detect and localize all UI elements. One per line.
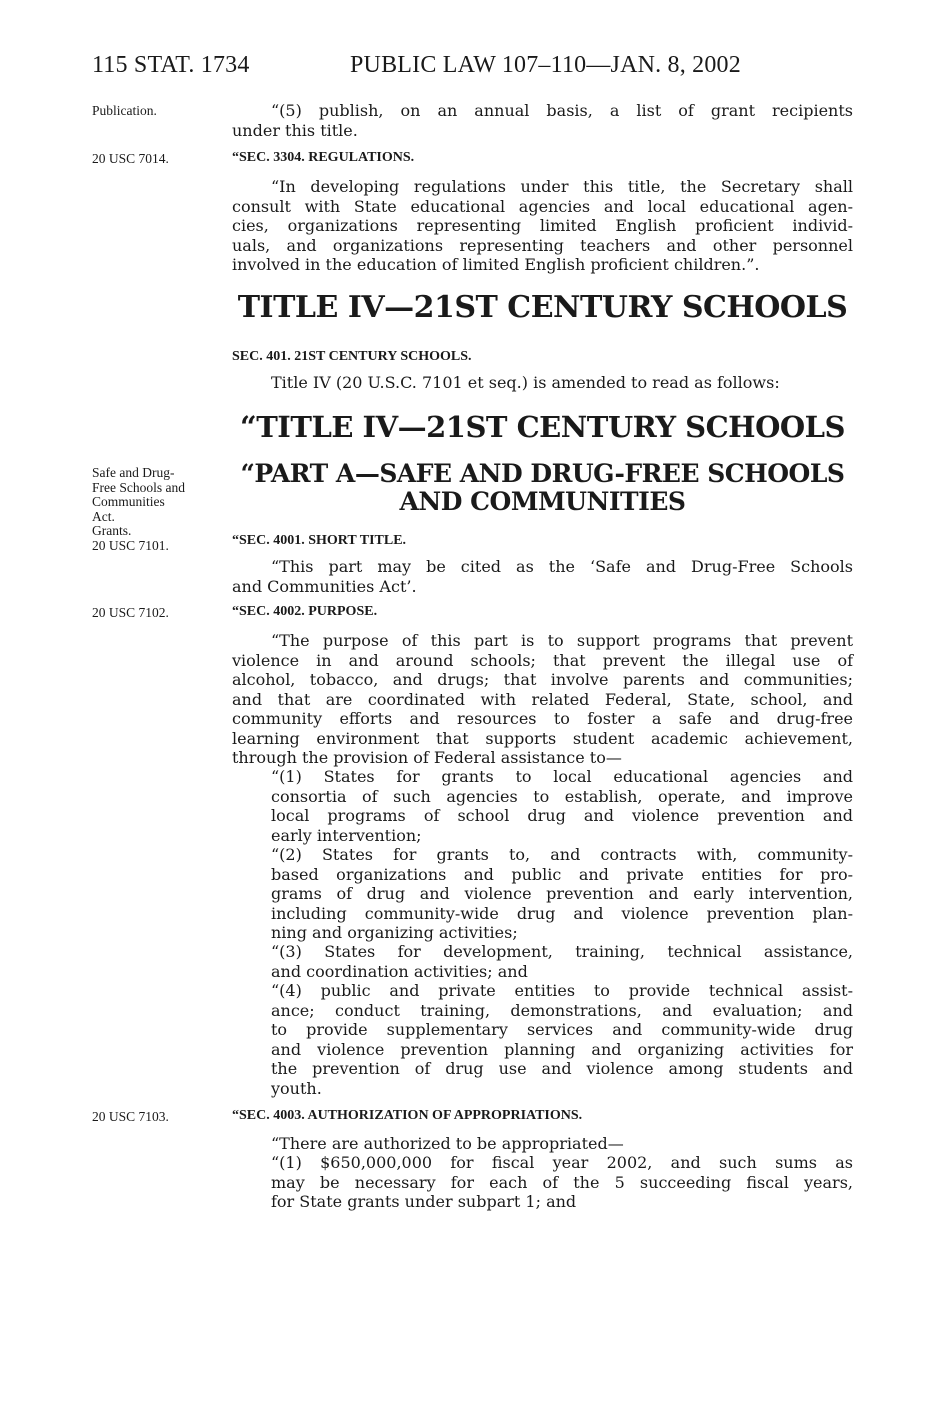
text-line: for State grants under subpart 1; and	[271, 1192, 577, 1211]
margin-note-line: Communities	[92, 494, 165, 510]
paragraph-regulations	[232, 177, 853, 275]
margin-note-line: Free Schools and	[92, 479, 185, 495]
text-line: “(4) public and private entities to provide technical assist-	[271, 981, 853, 1000]
text-line: local programs of school drug and violence prevention and	[271, 806, 853, 825]
margin-note-safe-act	[92, 466, 185, 554]
text-line: uals, and organizations representing teachers and other personnel	[232, 235, 853, 255]
quoted-title-heading: “TITLE IV—21ST CENTURY SCHOOLS	[240, 410, 845, 444]
paragraph-purpose-4	[232, 981, 853, 1098]
text-line: early intervention;	[271, 825, 422, 845]
paragraph-short-title	[232, 557, 853, 596]
text-line: ning and organizing activities;	[271, 923, 518, 942]
paragraph-authorized	[232, 1134, 853, 1154]
title-heading: TITLE IV—21ST CENTURY SCHOOLS	[237, 290, 848, 325]
text-line: including community-wide drug and violence prevention plan-	[271, 903, 853, 923]
text-line: and coordination activities; and	[271, 961, 528, 981]
text-line: “This part may be cited as the ‘Safe and Drug-Free Schools	[271, 557, 853, 576]
part-a-heading-line: AND COMMUNITIES	[399, 487, 686, 516]
text-line: youth.	[271, 1078, 322, 1098]
section-heading-3304: “SEC. 3304. REGULATIONS.	[232, 150, 415, 165]
text-line: “(1) States for grants to local educational agencies and	[271, 767, 853, 786]
section-heading-4001: “SEC. 4001. SHORT TITLE.	[232, 533, 407, 548]
paragraph-purpose-1	[232, 767, 853, 845]
text-line: Title IV (20 U.S.C. 7101 et seq.) is amended to read as follows:	[271, 373, 780, 392]
text-line: violence in and around schools; that prevent the illegal use of	[232, 650, 853, 670]
text-line: may be necessary for each of the 5 succeeding fiscal years,	[271, 1172, 853, 1192]
section-heading-4003: “SEC. 4003. AUTHORIZATION OF APPROPRIATIONS.	[232, 1108, 583, 1123]
text-line: community efforts and resources to foster a safe and drug-free	[232, 709, 853, 728]
text-line: “(2) States for grants to, and contracts with, community-	[271, 845, 853, 864]
text-line: consortia of such agencies to establish, operate, and improve	[271, 786, 853, 806]
margin-note-line: Safe and Drug-	[92, 465, 175, 480]
margin-note-usc-7102: 20 USC 7102.	[92, 605, 169, 620]
text-line: “(1) $650,000,000 for fiscal year 2002, and such sums as	[271, 1153, 853, 1172]
paragraph-item-5	[232, 101, 853, 140]
margin-note-publication: Publication.	[92, 103, 157, 118]
margin-note-usc-7014: 20 USC 7014.	[92, 151, 169, 166]
text-line: “(5) publish, on an annual basis, a list of grant recipients	[271, 101, 853, 120]
text-line: ance; conduct training, demonstrations, and evaluation; and	[271, 1000, 853, 1020]
text-line: “There are authorized to be appropriated—	[271, 1134, 624, 1153]
text-line: cies, organizations representing limited English proficient individ-	[232, 216, 853, 235]
margin-note-line: Act.	[92, 508, 115, 524]
text-line: “The purpose of this part is to support programs that prevent	[271, 631, 853, 650]
paragraph-amendment	[232, 373, 853, 393]
paragraph-purpose-2	[232, 845, 853, 943]
text-line: under this title.	[232, 120, 358, 140]
part-a-heading	[232, 460, 853, 516]
paragraph-authorization-1	[232, 1153, 853, 1212]
part-a-heading-line: “PART A—SAFE AND DRUG-FREE SCHOOLS	[240, 459, 845, 488]
text-line: consult with State educational agencies and local educational agen-	[232, 196, 853, 216]
text-line: “(3) States for development, training, technical assistance,	[271, 942, 853, 961]
text-line: grams of drug and violence prevention and early intervention,	[271, 884, 853, 903]
text-line: learning environment that supports student academic achievement,	[232, 728, 853, 748]
margin-note-line: Grants.	[92, 523, 132, 539]
text-line: and Communities Act’.	[232, 576, 417, 596]
paragraph-purpose-3	[232, 942, 853, 981]
text-line: “In developing regulations under this title, the Secretary shall	[271, 177, 853, 196]
text-line: the prevention of drug use and violence among students and	[271, 1059, 853, 1078]
margin-note-usc-7103: 20 USC 7103.	[92, 1109, 169, 1124]
text-line: alcohol, tobacco, and drugs; that involve parents and communities;	[232, 670, 853, 689]
text-line: involved in the education of limited English proficient children.”.	[232, 255, 760, 274]
section-heading-4002: “SEC. 4002. PURPOSE.	[232, 604, 378, 619]
paragraph-purpose	[232, 631, 853, 768]
text-line: and that are coordinated with related Federal, State, school, and	[232, 689, 853, 709]
text-line: through the provision of Federal assistance to—	[232, 748, 622, 767]
running-header: PUBLIC LAW 107–110—JAN. 8, 2002	[350, 52, 741, 78]
page-stat-number: 115 STAT. 1734	[92, 52, 250, 78]
margin-note-line: 20 USC 7101.	[92, 537, 169, 553]
text-line: to provide supplementary services and community-wide drug	[271, 1020, 853, 1039]
text-line: based organizations and public and private entities for pro-	[271, 864, 853, 884]
section-heading-401: SEC. 401. 21ST CENTURY SCHOOLS.	[232, 349, 472, 364]
text-line: and violence prevention planning and organizing activities for	[271, 1039, 853, 1059]
